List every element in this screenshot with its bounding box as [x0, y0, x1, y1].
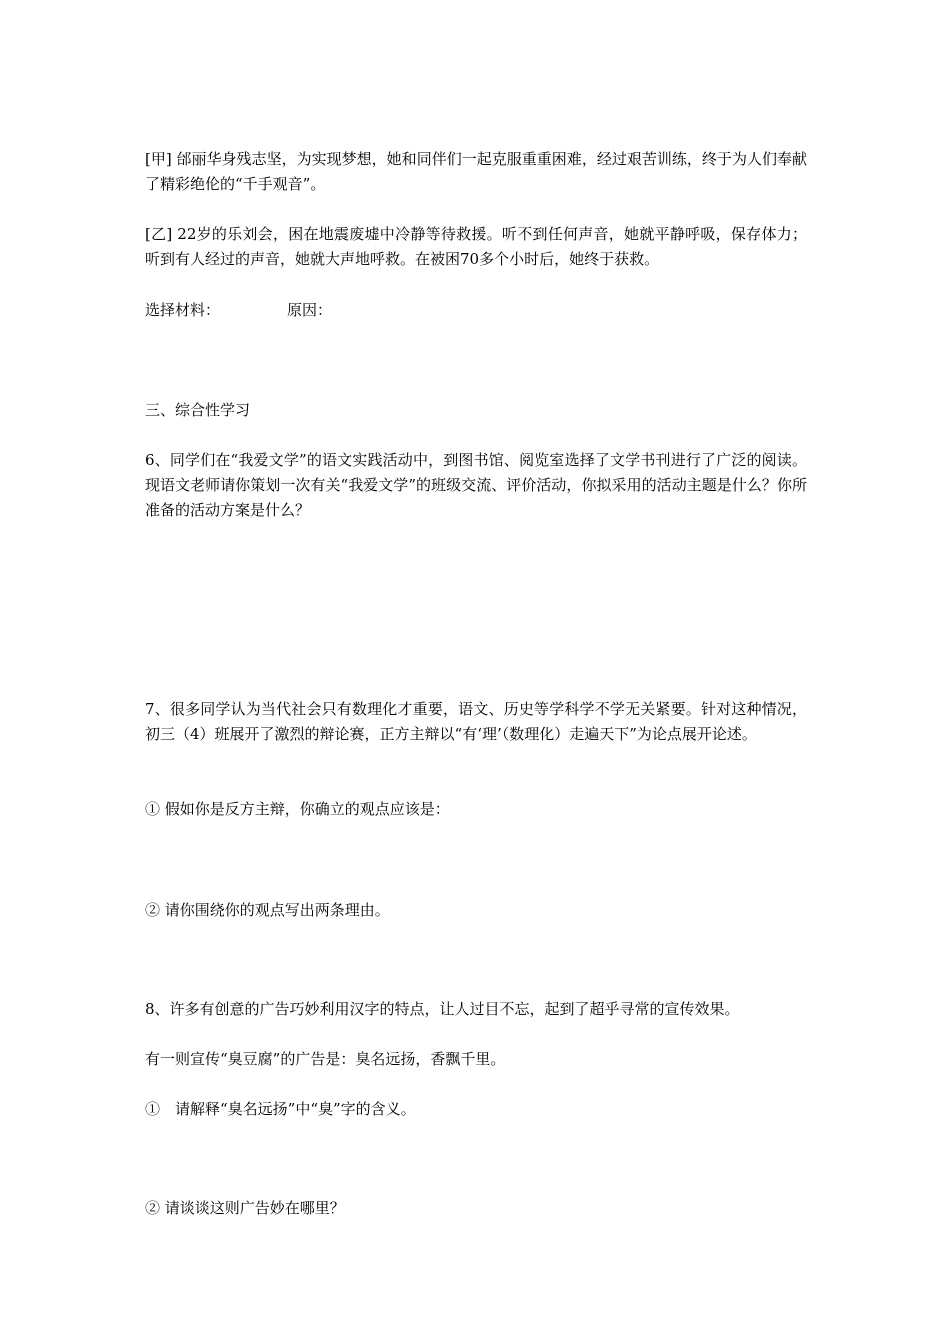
question-7-part-1: ① 假如你是反方主辩，你确立的观点应该是：: [145, 800, 450, 818]
section-title-comprehensive-learning: 三、综合性学习: [145, 401, 251, 419]
reason-label: 原因：: [287, 301, 333, 319]
question-6: 6、同学们在“我爱文学”的语文实践活动中，到图书馆、阅览室选择了文学书刊进行了广泛的阅读。现语文老师请你策划一次有关“我爱文学”的班级交流、评价活动，你拟采用的活动主题是什么？你所准备的活动方案是什么？: [145, 451, 807, 519]
question-8: 8、许多有创意的广告巧妙利用汉字的特点，让人过目不忘，起到了超乎寻常的宣传效果。: [145, 1000, 740, 1018]
question-7-part-2: ② 请你围绕你的观点写出两条理由。: [145, 901, 390, 919]
paragraph-material-jia: [甲] 邰丽华身残志坚，为实现梦想，她和同伴们一起克服重重困难，经过艰苦训练，终于为人们奉献了精彩绝伦的“千手观音”。: [145, 150, 807, 193]
question-8-part-2: ② 请谈谈这则广告妙在哪里？: [145, 1199, 345, 1217]
question-8-ad: 有一则宣传“臭豆腐”的广告是：臭名远扬，香飘千里。: [145, 1050, 506, 1068]
question-8-part-1: ① 请解释“臭名远扬”中“臭”字的含义。: [145, 1100, 416, 1118]
paragraph-material-yi: [乙] 22岁的乐刘会，困在地震废墟中冷静等待救援。听不到任何声音，她就平静呼吸，保存体力；听到有人经过的声音，她就大声地呼救。在被困70多个小时后，她终于获救。: [145, 225, 807, 268]
choose-material-label: 选择材料：: [145, 301, 221, 319]
question-7: 7、很多同学认为当代社会只有数理化才重要，语文、历史等学科学不学无关紧要。针对这种情况，初三（4）班展开了激烈的辩论赛，正方主辩以“有‘理’（数理化）走遍天下”为论点展开论述。: [145, 700, 807, 743]
